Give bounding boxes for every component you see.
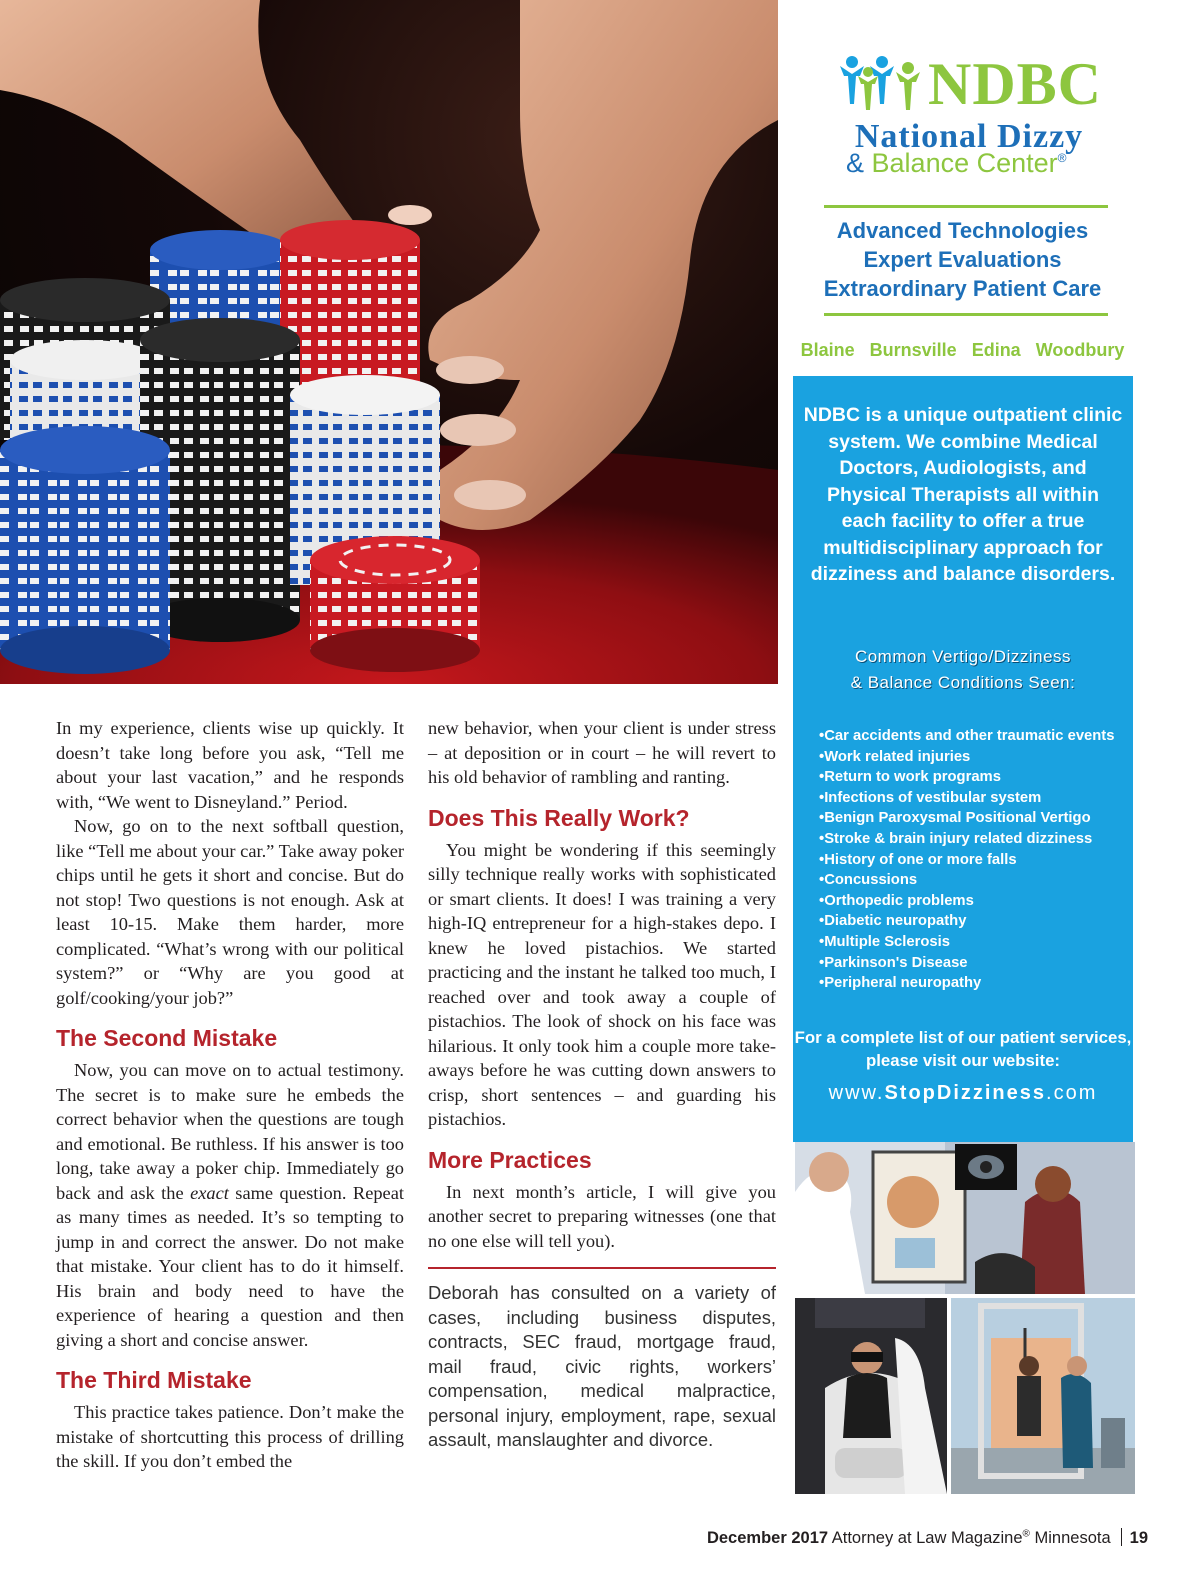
logo-subtitle xyxy=(846,148,1136,179)
divider xyxy=(428,1267,776,1269)
list-item: • Concussions xyxy=(819,870,1129,891)
list-item: • History of one or more falls xyxy=(819,850,1129,871)
logo-abbrev: NDBC xyxy=(928,51,1103,117)
balance-harness-illustration xyxy=(951,1298,1135,1494)
poker-chips-illustration xyxy=(0,0,778,684)
ndbc-logo xyxy=(838,51,1103,117)
paragraph-text: Now, you can move on to actual testimony. The secret is to make sure he embeds the correct behavior when the questions are tough and emotional. Be ruthless. If his answer is too long, take away a poker chip. Immediately go back and ask the xyxy=(56,1060,404,1203)
tagline-line: Advanced Technologies xyxy=(836,218,1089,243)
conditions-heading xyxy=(793,644,1133,696)
emphasis-text: exact xyxy=(190,1182,229,1203)
paragraph: This practice takes patience. Don’t make the mistake of shortcutting this process of drilling the skill. If you don’t embed the xyxy=(56,1402,404,1471)
logo-name: National Dizzy xyxy=(854,118,1084,155)
conditions-heading-line: & Balance Conditions Seen: xyxy=(850,673,1076,692)
heading-more-practices: More Practices xyxy=(428,1146,592,1173)
paragraph: Now, go on to the next softball question, like “Tell me about your car.” Take away poker chips until he gets it short and concise. But do not stop! Two questions is not enough. Ask at least 10-15. Make them harder, more complicated. “What’s wrong with our political system?” or “Why are you good at golf/cooking/your job?” xyxy=(56,816,404,1008)
article-middle-column xyxy=(428,716,776,1453)
clinic-photos xyxy=(795,1142,1135,1494)
footer-date: December 2017 xyxy=(706,1529,829,1547)
paragraph-text: same question. Repeat as many times as needed. It’s so tempting to jump in and correct the answer. Do not make that mistake. Your client has to do it himself. His brain and body need to have the experience of hearing a question and then giving a short and concise answer. xyxy=(56,1182,404,1350)
footer-region: Minnesota xyxy=(1034,1529,1111,1547)
divider xyxy=(824,313,1108,316)
list-item: • Multiple Sclerosis xyxy=(819,932,1129,953)
conditions-list xyxy=(819,726,1129,994)
paragraph: In next month’s article, I will give you another secret to preparing witnesses (one that no one else will tell you). xyxy=(428,1181,776,1251)
website-suffix: .com xyxy=(1046,1082,1098,1104)
heading-third-mistake: The Third Mistake xyxy=(56,1367,252,1393)
location-item: Woodbury xyxy=(1035,340,1125,360)
tagline xyxy=(790,216,1135,303)
footer-magazine: Attorney at Law Magazine xyxy=(831,1529,1023,1547)
list-item: • Parkinson's Disease xyxy=(819,953,1129,974)
clinic-photo-doctor xyxy=(795,1142,1135,1294)
list-item: • Orthopedic problems xyxy=(819,891,1129,912)
location-item: Burnsville xyxy=(869,340,957,360)
paragraph: You might be wondering if this seemingly silly technique really works with sophisticated or smart clients. It does! I was training a very high-IQ entrepreneur for a high-stakes depo. I knew he loved pistachios. We started practicing and the instant he talked too much, I reached over and took away a couple of pistachios. The look of shock on his face was hilarious. It only took him a couple more take-aways before he was cutting down answers to crisp, short sentences – and guarding his pistachios. xyxy=(428,839,776,1129)
website-prefix: www. xyxy=(828,1082,885,1104)
registered-mark: ® xyxy=(1022,1528,1030,1540)
website-link[interactable] xyxy=(793,1082,1133,1105)
paragraph: new behavior, when your client is under stress – at deposition or in court – he will revert to his old behavior of rambling and ranting. xyxy=(428,718,776,787)
ndbc-advertisement xyxy=(790,0,1135,1500)
website-name: StopDizziness xyxy=(884,1082,1047,1104)
page-number: 19 xyxy=(1129,1529,1148,1547)
list-item: • Work related injuries xyxy=(819,747,1129,768)
logo-ampersand: & xyxy=(846,148,865,178)
location-item: Blaine xyxy=(800,340,855,360)
poker-chips-photo xyxy=(0,0,778,684)
list-item: • Benign Paroxysmal Positional Vertigo xyxy=(819,808,1129,829)
info-panel xyxy=(793,376,1133,1142)
author-bio: Deborah has consulted on a variety of cases, including business disputes, contracts, SEC fraud, mortgage fraud, mail fraud, civic rights, workers’ compensation, medical malpractice, personal injury, employment, rape, sexual assault, manslaughter and divorce. xyxy=(428,1282,776,1450)
registered-mark: ® xyxy=(1057,151,1067,165)
logo-subtitle-text: Balance Center xyxy=(871,148,1058,178)
clinic-intro: NDBC is a unique outpatient clinic system. We combine Medical Doctors, Audiologists, and Physical Therapists all within each facility to offer a true multidisciplinary approach for dizziness and balance disorders. xyxy=(803,404,1123,585)
list-item: • Infections of vestibular system xyxy=(819,788,1129,809)
tagline-line: Extraordinary Patient Care xyxy=(823,276,1102,301)
doctor-photo-illustration xyxy=(795,1142,1135,1294)
page-footer xyxy=(707,1528,1148,1548)
people-figures-icon xyxy=(838,54,926,114)
list-item: • Peripheral neuropathy xyxy=(819,973,1129,994)
paragraph: In my experience, clients wise up quickly. It doesn’t take long before you ask, “Tell me about your last vacation,” and he responds with, “We went to Disneyland.” Period. xyxy=(56,718,404,812)
conditions-heading-line: Common Vertigo/Dizziness xyxy=(854,647,1072,666)
rotary-chair-illustration xyxy=(795,1298,947,1494)
divider xyxy=(824,205,1108,208)
clinic-photo-balance-harness xyxy=(951,1298,1135,1494)
heading-second-mistake: The Second Mistake xyxy=(56,1025,278,1051)
clinic-photo-rotary-chair xyxy=(795,1298,947,1494)
list-item: • Diabetic neuropathy xyxy=(819,911,1129,932)
divider xyxy=(1121,1528,1122,1546)
tagline-line: Expert Evaluations xyxy=(863,247,1062,272)
article-left-column xyxy=(56,716,404,1474)
location-item: Edina xyxy=(971,340,1021,360)
list-item: • Stroke & brain injury related dizziness xyxy=(819,829,1129,850)
heading-does-this-work: Does This Really Work? xyxy=(428,804,690,831)
list-item: • Return to work programs xyxy=(819,767,1129,788)
paragraph xyxy=(56,1058,404,1352)
locations-list xyxy=(790,340,1135,361)
list-item: • Car accidents and other traumatic events xyxy=(819,726,1129,747)
services-text: For a complete list of our patient services, please visit our website: xyxy=(794,1028,1132,1070)
